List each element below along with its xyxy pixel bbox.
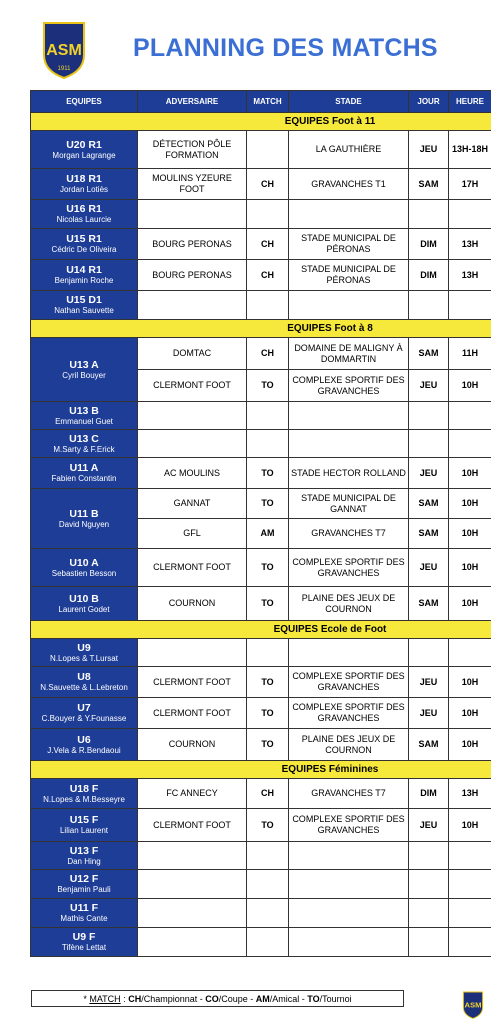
stade-cell: COMPLEXE SPORTIF DES GRAVANCHES [289, 549, 409, 587]
table-row [31, 639, 491, 667]
team-cell: U15 R1 Cédric De Oliveira [31, 229, 138, 260]
team-cell: U13 A Cyril Bouyer [31, 338, 138, 402]
section-title: EQUIPES Ecole de Foot [273, 624, 387, 635]
team-cell: U20 R1 Morgan Lagrange [31, 131, 138, 169]
match-cell: TO [247, 698, 289, 729]
team-cell: U10 B Laurent Godet [31, 587, 138, 621]
stade-cell: GRAVANCHES T7 [289, 519, 409, 549]
legend-footnote: * MATCH : CH/Championnat - CO/Coupe - AM/Amical - TO/Tournoi [31, 990, 404, 1007]
jour-cell: SAM [409, 489, 449, 519]
col-match: MATCH [247, 91, 289, 113]
jour-cell: JEU [409, 131, 449, 169]
stade-cell: GRAVANCHES T7 [289, 779, 409, 809]
jour-cell: JEU [409, 667, 449, 698]
team-cell: U13 F Dan Hing [31, 842, 138, 870]
adversaire-cell: COURNON [138, 587, 247, 621]
team-cell: U18 R1 Jordan Lotiès [31, 169, 138, 200]
adversaire-cell: CLERMONT FOOT [138, 549, 247, 587]
stade-cell: PLAINE DES JEUX DE COURNON [289, 587, 409, 621]
heure-cell: 13H-18H [449, 131, 491, 169]
adversaire-cell: CLERMONT FOOT [138, 809, 247, 842]
table-row [31, 779, 491, 809]
stade-cell: STADE HECTOR ROLLAND [289, 458, 409, 489]
jour-cell: SAM [409, 519, 449, 549]
stade-cell: COMPLEXE SPORTIF DES GRAVANCHES [289, 370, 409, 402]
table-row [31, 729, 491, 761]
jour-cell: DIM [409, 260, 449, 291]
logo-text: ASM [464, 1000, 482, 1010]
col-equipes: EQUIPES [31, 91, 138, 113]
heure-cell: 10H [449, 519, 491, 549]
table-row [31, 338, 491, 370]
table-row [31, 131, 491, 169]
table-row [31, 260, 491, 291]
team-cell: U9 N.Lopes & T.Lursat [31, 639, 138, 667]
match-cell: CH [247, 338, 289, 370]
adversaire-cell: MOULINS YZEURE FOOT [138, 169, 247, 200]
schedule-table [30, 90, 491, 957]
heure-cell: 10H [449, 370, 491, 402]
adversaire-cell: AC MOULINS [138, 458, 247, 489]
jour-cell: DIM [409, 229, 449, 260]
section-title: EQUIPES Foot à 8 [287, 323, 373, 334]
heure-cell: 10H [449, 809, 491, 842]
jour-cell: SAM [409, 587, 449, 621]
adversaire-cell: FC ANNECY [138, 779, 247, 809]
table-row [31, 899, 491, 928]
section-feminines [31, 761, 491, 779]
page-title: PLANNING DES MATCHS [133, 34, 438, 62]
table-row [31, 458, 491, 489]
team-cell: U10 A Sebastien Besson [31, 549, 138, 587]
team-cell: U7 C.Bouyer & Y.Founasse [31, 698, 138, 729]
match-cell: CH [247, 260, 289, 291]
jour-cell: SAM [409, 729, 449, 761]
jour-cell: JEU [409, 698, 449, 729]
heure-cell: 10H [449, 667, 491, 698]
jour-cell: DIM [409, 779, 449, 809]
jour-cell: SAM [409, 169, 449, 200]
heure-cell: 10H [449, 489, 491, 519]
heure-cell: 17H [449, 169, 491, 200]
match-cell: TO [247, 729, 289, 761]
match-cell: CH [247, 779, 289, 809]
heure-cell: 10H [449, 729, 491, 761]
section-foot11 [31, 113, 491, 131]
team-cell: U13 C M.Sarty & F.Erick [31, 430, 138, 458]
table-row [31, 430, 491, 458]
team-cell: U18 F N.Lopes & M.Besseyre [31, 779, 138, 809]
jour-cell: JEU [409, 549, 449, 587]
heure-cell: 13H [449, 229, 491, 260]
table-row [31, 698, 491, 729]
adversaire-cell: CLERMONT FOOT [138, 667, 247, 698]
match-cell: TO [247, 489, 289, 519]
team-cell: U13 B Emmanuel Guet [31, 402, 138, 430]
table-row [31, 667, 491, 698]
match-cell: CH [247, 229, 289, 260]
match-cell: TO [247, 809, 289, 842]
team-cell: U12 F Benjamin Pauli [31, 870, 138, 899]
match-cell: TO [247, 667, 289, 698]
col-adversaire: ADVERSAIRE [138, 91, 247, 113]
stade-cell: GRAVANCHES T1 [289, 169, 409, 200]
team-cell: U8 N.Sauvette & L.Lebreton [31, 667, 138, 698]
header-row [31, 91, 491, 113]
adversaire-cell: DOMTAC [138, 338, 247, 370]
adversaire-cell: GANNAT [138, 489, 247, 519]
team-cell: U14 R1 Benjamin Roche [31, 260, 138, 291]
stade-cell: COMPLEXE SPORTIF DES GRAVANCHES [289, 809, 409, 842]
logo-year: 1911 [57, 66, 71, 72]
table-row [31, 928, 491, 957]
stade-cell: STADE MUNICIPAL DE GANNAT [289, 489, 409, 519]
team-cell: U15 F Lilian Laurent [31, 809, 138, 842]
match-cell: TO [247, 549, 289, 587]
stade-cell: COMPLEXE SPORTIF DES GRAVANCHES [289, 698, 409, 729]
col-heure: HEURE [449, 91, 491, 113]
table-row [31, 402, 491, 430]
table-row [31, 549, 491, 587]
col-jour: JOUR [409, 91, 449, 113]
stade-cell: LA GAUTHIÈRE [289, 131, 409, 169]
table-row [31, 842, 491, 870]
adversaire-cell: DÉTECTION PÔLE FORMATION [138, 131, 247, 169]
match-cell [247, 131, 289, 169]
team-cell: U9 F Tifène Lettat [31, 928, 138, 957]
adversaire-cell: BOURG PERONAS [138, 260, 247, 291]
table-row [31, 809, 491, 842]
team-cell: U15 D1 Nathan Sauvette [31, 291, 138, 320]
table-row [31, 169, 491, 200]
section-title: EQUIPES Foot à 11 [284, 116, 376, 127]
team-cell: U6 J.Vela & R.Bendaoui [31, 729, 138, 761]
adversaire-cell: CLERMONT FOOT [138, 698, 247, 729]
table-row [31, 489, 491, 519]
team-cell: U11 A Fabien Constantin [31, 458, 138, 489]
table-row [31, 229, 491, 260]
jour-cell: JEU [409, 809, 449, 842]
heure-cell: 10H [449, 587, 491, 621]
club-logo [39, 21, 89, 79]
team-cell: U11 B David Nguyen [31, 489, 138, 549]
heure-cell: 10H [449, 458, 491, 489]
team-cell: U16 R1 Nicolas Laurcie [31, 200, 138, 229]
adversaire-cell: BOURG PERONAS [138, 229, 247, 260]
table-row [31, 587, 491, 621]
adversaire-cell: GFL [138, 519, 247, 549]
match-cell: TO [247, 587, 289, 621]
stade-cell: COMPLEXE SPORTIF DES GRAVANCHES [289, 667, 409, 698]
match-cell: CH [247, 169, 289, 200]
jour-cell: JEU [409, 370, 449, 402]
stade-cell: STADE MUNICIPAL DE PÉRONAS [289, 260, 409, 291]
club-logo-small [461, 991, 485, 1019]
jour-cell: JEU [409, 458, 449, 489]
heure-cell: 10H [449, 698, 491, 729]
col-stade: STADE [289, 91, 409, 113]
stade-cell: DOMAINE DE MALIGNY À DOMMARTIN [289, 338, 409, 370]
stade-cell: STADE MUNICIPAL DE PÉRONAS [289, 229, 409, 260]
table-row [31, 200, 491, 229]
team-cell: U11 F Mathis Cante [31, 899, 138, 928]
logo-text: ASM [46, 42, 82, 59]
match-cell: TO [247, 370, 289, 402]
section-foot8 [31, 320, 491, 338]
match-cell: AM [247, 519, 289, 549]
heure-cell: 10H [449, 549, 491, 587]
heure-cell: 13H [449, 779, 491, 809]
section-title: EQUIPES Féminines [281, 764, 379, 775]
table-row [31, 291, 491, 320]
heure-cell: 11H [449, 338, 491, 370]
stade-cell: PLAINE DES JEUX DE COURNON [289, 729, 409, 761]
section-ecole [31, 621, 491, 639]
adversaire-cell: CLERMONT FOOT [138, 370, 247, 402]
heure-cell: 13H [449, 260, 491, 291]
jour-cell: SAM [409, 338, 449, 370]
adversaire-cell: COURNON [138, 729, 247, 761]
match-cell: TO [247, 458, 289, 489]
table-row [31, 870, 491, 899]
